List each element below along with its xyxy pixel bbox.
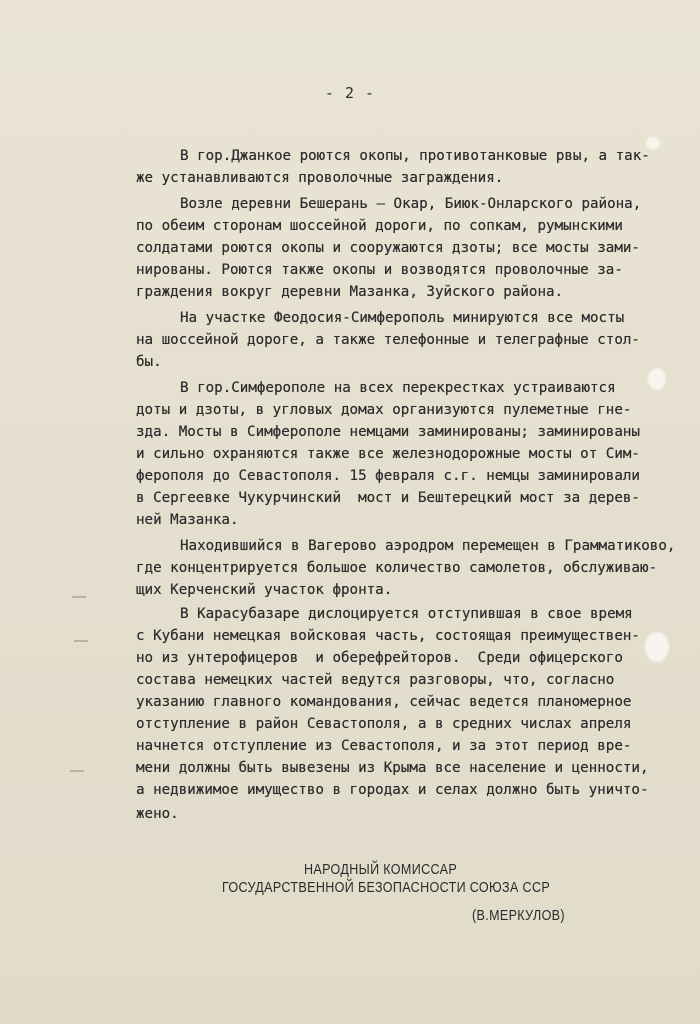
text-line: же устанавливаются проволочные заграждения. <box>136 170 504 186</box>
text-line: а недвижимое имущество в городах и селах должно быть уничто- <box>136 782 649 798</box>
text-line: В Карасубазаре дислоцируется отступившая в свое время <box>180 606 633 622</box>
text-line: указанию главного командования, сейчас ведется планомерное <box>136 694 632 710</box>
text-line: жено. <box>136 806 179 822</box>
margin-mark <box>70 770 84 772</box>
text-line: Возле деревни Бешерань – Окар, Биюк-Онларского района, <box>180 196 642 212</box>
text-line: граждения вокруг деревни Мазанка, Зуйского района. <box>136 284 564 300</box>
text-line: В гор.Симферополе на всех перекрестках устраиваются <box>180 380 616 396</box>
text-line: В гор.Джанкое роются окопы, противотанковые рвы, а так- <box>180 148 650 164</box>
text-line: Находившийся в Вагерово аэродром перемещен в Грамматиково, <box>180 538 676 554</box>
text-line: ней Мазанка. <box>136 512 239 528</box>
text-line: бы. <box>136 354 162 370</box>
paper-blot <box>645 632 669 662</box>
paper-blot <box>646 137 660 149</box>
margin-mark <box>72 596 86 598</box>
text-line: по обеим сторонам шоссейной дороги, по сопкам, румынскими <box>136 218 623 234</box>
text-line: нированы. Роются также окопы и возводятся проволочные за- <box>136 262 623 278</box>
text-line: в Сергеевке Чукурчинский мост и Бештерецкий мост за дерев- <box>136 490 640 506</box>
paper-blot <box>648 368 666 390</box>
text-line: на шоссейной дороге, а также телефонные и телеграфные стол- <box>136 332 640 348</box>
text-line: начнется отступление из Севастополя, и за этот период вре- <box>136 738 632 754</box>
text-line: но из унтерофицеров и оберефрейторов. Среди офицерского <box>136 650 623 666</box>
text-line: солдатами роются окопы и сооружаются дзоты; все мосты зами- <box>136 240 640 256</box>
margin-mark <box>74 640 88 642</box>
signature-name: (В.МЕРКУЛОВ) <box>472 908 565 924</box>
text-line: зда. Мосты в Симферополе немцами заминированы; заминированы <box>136 424 640 440</box>
text-line: с Кубани немецкая войсковая часть, состоящая преимуществен- <box>136 628 640 644</box>
text-line: и сильно охраняются также все железнодорожные мосты от Сим- <box>136 446 640 462</box>
page-number: - 2 - <box>324 84 376 102</box>
text-line: отступление в район Севастополя, а в средних числах апреля <box>136 716 632 732</box>
signature-title-2: ГОСУДАРСТВЕННОЙ БЕЗОПАСНОСТИ СОЮЗА ССР <box>222 880 551 896</box>
text-line: доты и дзоты, в угловых домах организуются пулеметные гне- <box>136 402 632 418</box>
text-line: ферополя до Севастополя. 15 февраля с.г. немцы заминировали <box>136 468 640 484</box>
text-line: мени должны быть вывезены из Крыма все население и ценности, <box>136 760 649 776</box>
text-line: состава немецких частей ведутся разговоры, что, согласно <box>136 672 615 688</box>
text-line: где концентрируется большое количество самолетов, обслуживаю- <box>136 560 658 576</box>
text-line: щих Керченский участок фронта. <box>136 582 393 598</box>
text-line: На участке Феодосия-Симферополь минируются все мосты <box>180 310 625 326</box>
signature-title-1: НАРОДНЫЙ КОМИССАР <box>304 862 458 878</box>
